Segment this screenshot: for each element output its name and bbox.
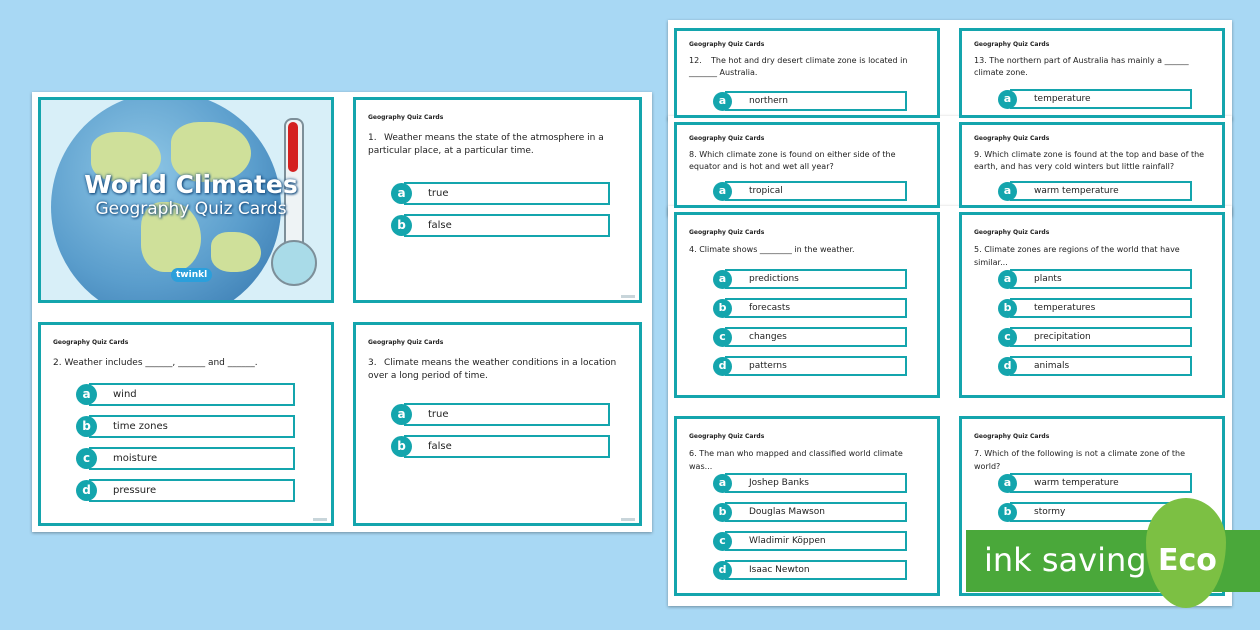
answer-option[interactable]: d patterns (725, 356, 907, 376)
ink-saving-label: ink saving (984, 541, 1147, 579)
answer-option[interactable]: a wind (89, 383, 295, 406)
answer-option[interactable]: d animals (1010, 356, 1192, 376)
card-question: 6. The man who mapped and classified world climate was... (689, 449, 903, 471)
card-question: 13. The northern part of Australia has mainly a ______ climate zone. (974, 56, 1189, 77)
card-header: Geography Quiz Cards (974, 135, 1050, 142)
quiz-card-3 (353, 322, 642, 526)
answer-option[interactable]: b temperatures (1010, 298, 1192, 318)
card-question: 2. Weather includes ______, ______ and ______. (53, 358, 258, 368)
answer-option[interactable]: c moisture (89, 447, 295, 470)
card-header: Geography Quiz Cards (689, 41, 765, 48)
answer-option[interactable]: b Douglas Mawson (725, 502, 907, 522)
answer-option[interactable]: a true (404, 403, 610, 426)
answer-option[interactable]: b forecasts (725, 298, 907, 318)
quiz-card-8 (674, 122, 940, 208)
answer-option[interactable]: a warm temperature (1010, 181, 1192, 201)
answer-option[interactable]: a temperature (1010, 89, 1192, 109)
card-question: 5. Climate zones are regions of the world that have similar... (974, 245, 1180, 267)
quiz-card-9 (959, 122, 1225, 208)
card-question: 4. Climate shows ________ in the weather. (689, 245, 855, 254)
card-question: 9. Which climate zone is found at the top and base of the earth, and has very cold winters but little rainfall? (974, 150, 1205, 171)
answer-option[interactable]: a true (404, 182, 610, 205)
quiz-card-6 (674, 416, 940, 596)
card-question: 3. Climate means the weather conditions in a location over a long period of time. (368, 358, 617, 381)
page-subtitle: Geography Quiz Cards (95, 199, 287, 219)
answer-option[interactable]: d Isaac Newton (725, 560, 907, 580)
twinkl-logo: twinkl (171, 268, 212, 282)
answer-option[interactable]: c changes (725, 327, 907, 347)
quiz-card-12 (674, 28, 940, 118)
card-question: 12. The hot and dry desert climate zone is located in _______ Australia. (689, 56, 908, 77)
card-header: Geography Quiz Cards (689, 229, 765, 236)
card-header: Geography Quiz Cards (689, 135, 765, 142)
title-card (38, 97, 334, 303)
answer-option[interactable]: b false (404, 435, 610, 458)
quiz-card-5 (959, 212, 1225, 398)
answer-option[interactable]: a predictions (725, 269, 907, 289)
card-question: 8. Which climate zone is found on either side of the equator and is hot and wet all year? (689, 150, 896, 171)
answer-option[interactable]: a northern (725, 91, 907, 111)
page-title: World Climates (84, 170, 298, 199)
quiz-card-2 (38, 322, 334, 526)
card-question: 1. Weather means the state of the atmosphere in a particular place, at a particular time. (368, 133, 604, 156)
answer-option[interactable]: a tropical (725, 181, 907, 201)
card-header: Geography Quiz Cards (368, 339, 444, 346)
card-header: Geography Quiz Cards (974, 433, 1050, 440)
card-header: Geography Quiz Cards (974, 229, 1050, 236)
card-header: Geography Quiz Cards (974, 41, 1050, 48)
card-question: 7. Which of the following is not a climate zone of the world? (974, 449, 1186, 471)
answer-option[interactable]: c precipitation (1010, 327, 1192, 347)
answer-option[interactable]: a Joshep Banks (725, 473, 907, 493)
answer-option[interactable]: c Wladimir Köppen (725, 531, 907, 551)
answer-option[interactable]: b false (404, 214, 610, 237)
quiz-card-1 (353, 97, 642, 303)
quiz-card-4 (674, 212, 940, 398)
answer-option[interactable]: d pressure (89, 479, 295, 502)
quiz-card-13 (959, 28, 1225, 118)
card-header: Geography Quiz Cards (689, 433, 765, 440)
answer-option[interactable]: a warm temperature (1010, 473, 1192, 493)
answer-option[interactable]: b stormy (1010, 502, 1192, 522)
card-header: Geography Quiz Cards (53, 339, 129, 346)
answer-option[interactable]: b time zones (89, 415, 295, 438)
answer-option[interactable]: a plants (1010, 269, 1192, 289)
card-header: Geography Quiz Cards (368, 114, 444, 121)
eco-label: Eco (1158, 543, 1217, 578)
